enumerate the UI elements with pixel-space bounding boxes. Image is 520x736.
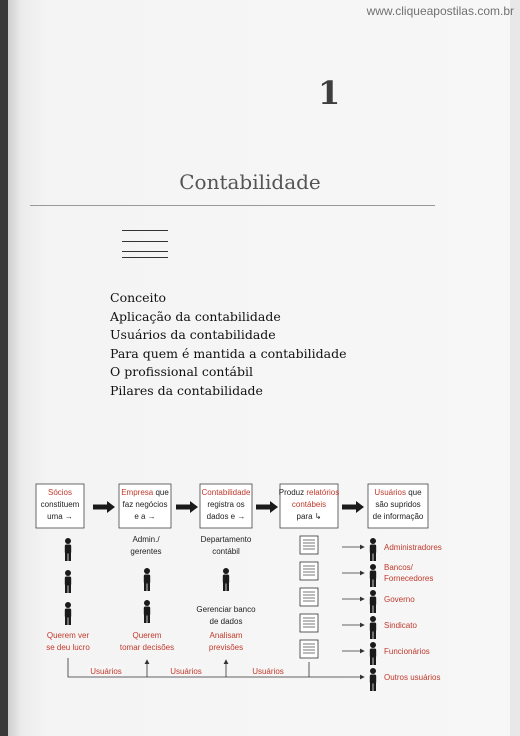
col3-note: previsões: [208, 643, 244, 652]
report-doc-icon: [300, 614, 318, 632]
feedback-label: Usuários: [170, 667, 202, 676]
user-type: Administradores: [384, 543, 442, 552]
col1-note: Querem ver: [46, 631, 90, 640]
feedback-label: Usuários: [90, 667, 122, 676]
svg-text:constituem: constituem: [40, 500, 80, 509]
svg-text:dados e →: dados e →: [206, 512, 246, 521]
col2-label: gerentes: [130, 547, 162, 556]
person-icon: [370, 668, 376, 691]
flow-box-contabilidade: [200, 484, 252, 528]
user-type: Bancos/: [384, 563, 413, 572]
flow-arrow-icon: [176, 501, 198, 513]
flow-arrow-icon: [256, 501, 278, 513]
toc-item: Pilares da contabilidade: [110, 382, 263, 398]
user-type: Outros usuários: [384, 673, 441, 682]
toc-item: Aplicação da contabilidade: [110, 308, 281, 324]
svg-text:e a →: e a →: [134, 512, 156, 521]
person-icon: [65, 602, 71, 625]
flow-box-empresa: [119, 484, 171, 528]
toc-item: Usuários da contabilidade: [110, 327, 276, 343]
watermark: www.cliqueapostilas.com.br: [366, 4, 514, 18]
title-rule: [30, 205, 435, 206]
svg-text:Produz relatórios: Produz relatórios: [278, 488, 340, 497]
flow-arrow-icon: [93, 501, 115, 513]
flow-box-socios: [36, 484, 84, 528]
person-icon: [65, 570, 71, 593]
svg-text:uma →: uma →: [47, 512, 73, 521]
col2-note: Querem: [132, 631, 162, 640]
page-edge: [510, 0, 520, 736]
report-doc-icon: [300, 640, 318, 658]
svg-text:Usuários que: Usuários que: [374, 488, 422, 497]
person-icon: [144, 568, 150, 591]
user-type: Sindicato: [384, 621, 417, 630]
col2-note: tomar decisões: [119, 643, 175, 652]
person-icon: [370, 642, 376, 665]
chapter-contents: [110, 289, 346, 401]
svg-text:Sócios: Sócios: [47, 488, 73, 497]
report-doc-icon: [300, 562, 318, 580]
chapter-number: 1: [318, 74, 341, 112]
col3-task: de dados: [209, 617, 243, 626]
svg-text:Contabilidade: Contabilidade: [201, 488, 251, 497]
svg-text:de informação: de informação: [372, 512, 424, 521]
person-icon: [144, 600, 150, 623]
col2-label: Admin./: [132, 535, 160, 544]
col3-note: Analisam: [209, 631, 243, 640]
person-icon: [370, 616, 376, 639]
col1-note: se deu lucro: [46, 643, 90, 652]
accounting-flow-diagram: [8, 470, 448, 700]
feedback-label: Usuários: [252, 667, 284, 676]
col3-task: Gerenciar banco: [196, 605, 256, 614]
toc-item: Conceito: [110, 290, 167, 305]
person-icon: [370, 564, 376, 587]
flow-box-usuarios: [368, 484, 428, 528]
toc-item: O profissional contábil: [110, 364, 253, 380]
flow-arrow-icon: [342, 501, 364, 513]
svg-text:são supridos: são supridos: [375, 500, 421, 509]
toc-item: Para quem é mantida a contabilidade: [110, 345, 347, 361]
flow-box-relatorios: [279, 484, 339, 528]
user-type: Governo: [384, 595, 415, 604]
person-icon: [223, 568, 229, 591]
svg-text:para ↳: para ↳: [296, 512, 322, 521]
user-type: Fornecedores: [384, 574, 434, 583]
user-type: Funcionários: [384, 647, 430, 656]
svg-text:contábeis: contábeis: [291, 500, 327, 509]
col3-label: Departamento: [200, 535, 252, 544]
svg-text:faz negócios: faz negócios: [122, 500, 168, 509]
users-feedback-line: [68, 658, 342, 677]
chapter-title: Contabilidade: [179, 170, 321, 194]
col3-label: contábil: [212, 547, 240, 556]
users-list: [342, 538, 442, 691]
person-icon: [370, 590, 376, 613]
svg-text:Empresa que: Empresa que: [121, 488, 169, 497]
report-doc-icon: [300, 588, 318, 606]
svg-text:registra os: registra os: [207, 500, 245, 509]
person-icon: [370, 538, 376, 561]
person-icon: [65, 538, 71, 561]
report-doc-icon: [300, 536, 318, 554]
